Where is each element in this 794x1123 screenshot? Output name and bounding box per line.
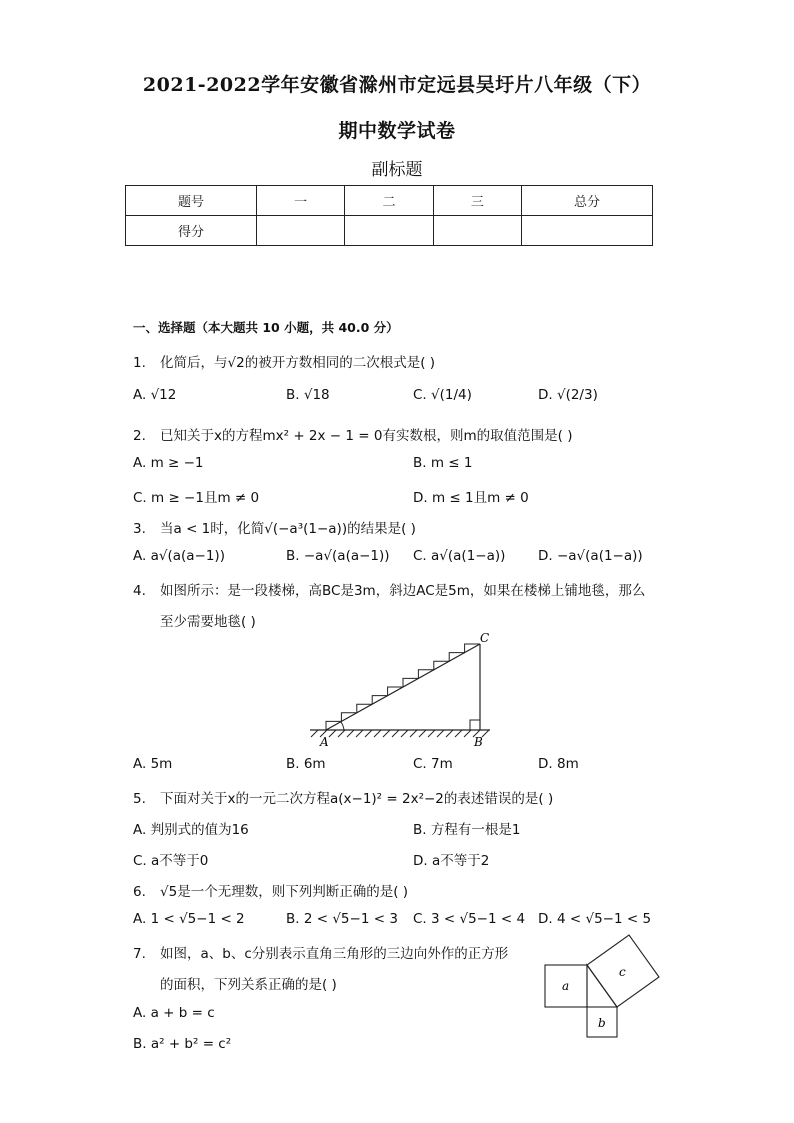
question-number: 5.	[133, 791, 146, 807]
option-b: B. 2 < √5−1 < 3	[286, 911, 398, 927]
section-heading: 一、选择题（本大题共 10 小题，共 40.0 分）	[133, 320, 399, 335]
ground-hatch-line	[356, 730, 363, 737]
squares-figure	[540, 930, 670, 1042]
score-input-cell	[522, 216, 653, 246]
option-b: B. 方程有一根是1	[413, 822, 521, 838]
option-a: A. 1 < √5−1 < 2	[133, 911, 245, 927]
score-table	[125, 185, 653, 246]
ground-hatch-line	[374, 730, 381, 737]
question-number: 7.	[133, 946, 146, 962]
vertex-label-b: B	[474, 735, 483, 749]
ground-hatch-line	[392, 730, 399, 737]
ground-hatch-line	[455, 730, 462, 737]
ground-hatch-line	[428, 730, 435, 737]
question-number: 2.	[133, 428, 146, 444]
option-a: A. a√(a(a−1))	[133, 548, 225, 564]
question-3	[133, 517, 416, 537]
square-label-c: c	[619, 965, 626, 979]
score-cell: 三	[433, 186, 521, 216]
score-input-cell	[433, 216, 521, 246]
option-d: D. m ≤ 1且m ≠ 0	[413, 490, 529, 506]
option-b: B. √18	[286, 387, 330, 403]
option-c: C. √(1/4)	[413, 387, 472, 403]
option-c: C. a√(a(1−a))	[413, 548, 506, 564]
ground-hatch-line	[365, 730, 372, 737]
option-a: A. a + b = c	[133, 1005, 215, 1021]
vertex-label-c: C	[480, 631, 490, 645]
question-stem: 下面对关于x的一元二次方程a(x−1)² = 2x²−2的表述错误的是( )	[160, 791, 554, 807]
ground-hatch-line	[401, 730, 408, 737]
option-d: D. √(2/3)	[538, 387, 598, 403]
square-label-b: b	[598, 1016, 606, 1030]
score-table-header-row	[126, 186, 653, 216]
ground-hatch-line	[329, 730, 336, 737]
ground-hatch-line	[347, 730, 354, 737]
option-b: B. 6m	[286, 756, 326, 772]
score-cell: 题号	[126, 186, 257, 216]
option-b: B. −a√(a(a−1))	[286, 548, 390, 564]
exam-subtitle: 副标题	[371, 160, 423, 180]
ground-hatch-line	[338, 730, 345, 737]
question-5	[133, 787, 553, 807]
option-a: A. 判别式的值为16	[133, 822, 249, 838]
question-stem: 已知关于x的方程mx² + 2x − 1 = 0有实数根，则m的取值范围是( )	[160, 428, 573, 444]
question-7	[133, 942, 508, 962]
vertex-label-a: A	[320, 735, 329, 749]
option-d: D. 4 < √5−1 < 5	[538, 911, 652, 927]
option-c: C. 7m	[413, 756, 453, 772]
exam-title-line1: 2021-2022学年安徽省滁州市定远县吴圩片八年级（下）	[142, 74, 652, 96]
question-4-line2: 至少需要地毯( )	[160, 614, 256, 630]
question-stem: √5是一个无理数，则下列判断正确的是( )	[160, 884, 409, 900]
score-cell: 二	[345, 186, 433, 216]
score-table-score-row	[126, 216, 653, 246]
option-d: D. a不等于2	[413, 853, 490, 869]
option-d: D. 8m	[538, 756, 579, 772]
option-a: A. m ≥ −1	[133, 455, 204, 471]
right-angle-mark	[470, 720, 480, 730]
option-c: C. 3 < √5−1 < 4	[413, 911, 526, 927]
option-d: D. −a√(a(1−a))	[538, 548, 643, 564]
ground-hatch-line	[410, 730, 417, 737]
question-stem: 如图，a、b、c分别表示直角三角形的三边向外作的正方形	[160, 946, 509, 962]
score-input-cell	[256, 216, 344, 246]
exam-title-line2: 期中数学试卷	[338, 120, 456, 142]
question-6	[133, 880, 408, 900]
option-c: C. m ≥ −1且m ≠ 0	[133, 490, 260, 506]
question-number: 6.	[133, 884, 146, 900]
score-cell: 一	[256, 186, 344, 216]
ground-hatch-line	[482, 730, 489, 737]
question-stem: 如图所示：是一段楼梯，高BC是3m，斜边AC是5m，如果在楼梯上铺地毯，那么	[160, 583, 646, 599]
question-4	[133, 579, 645, 599]
ground-hatch-line	[383, 730, 390, 737]
option-a: A. 5m	[133, 756, 173, 772]
ground-hatch-line	[419, 730, 426, 737]
score-input-cell	[345, 216, 433, 246]
option-b: B. m ≤ 1	[413, 455, 473, 471]
score-cell: 总分	[522, 186, 653, 216]
question-1	[133, 351, 435, 371]
score-cell: 得分	[126, 216, 257, 246]
ground-hatch-line	[311, 730, 318, 737]
question-number: 4.	[133, 583, 146, 599]
square-label-a: a	[562, 979, 570, 993]
ground-hatch-line	[437, 730, 444, 737]
option-b: B. a² + b² = c²	[133, 1036, 232, 1052]
staircase-figure	[300, 628, 500, 750]
question-stem: 化简后，与√2的被开方数相同的二次根式是( )	[160, 355, 436, 371]
ground-hatch-line	[464, 730, 471, 737]
question-number: 1.	[133, 355, 146, 371]
question-7-line2: 的面积，下列关系正确的是( )	[160, 977, 337, 993]
question-2	[133, 424, 572, 444]
question-stem: 当a < 1时，化简√(−a³(1−a))的结果是( )	[160, 521, 416, 537]
option-c: C. a不等于0	[133, 853, 209, 869]
ground-hatch-line	[446, 730, 453, 737]
option-a: A. √12	[133, 387, 177, 403]
angle-arc	[341, 722, 344, 730]
question-number: 3.	[133, 521, 146, 537]
